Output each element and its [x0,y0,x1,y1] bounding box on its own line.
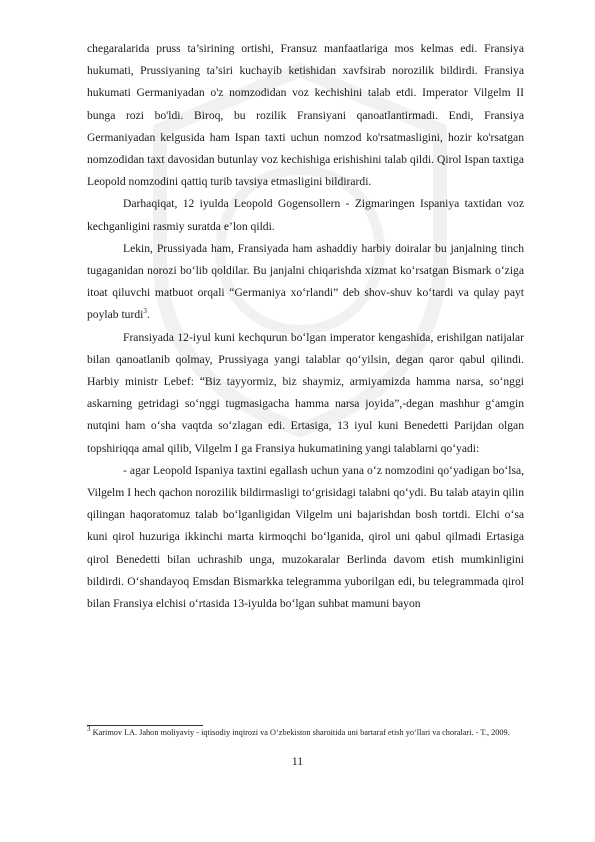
paragraph-3-end: . [146,308,150,322]
footnote [87,727,524,738]
footnote-separator [87,725,203,726]
page-number: 11 [291,755,304,768]
footnote-text: Karimov I.A. Jahon moliyaviy - iqtisodiy inqirozi va O‘zbekiston sharoitida uni bartaraf etish yo‘llari va choralari. - T., 2009. [90,728,510,737]
footnote-reference: 3 [143,307,147,316]
paragraph-3-text: Lekin, Prussiyada ham, Fransiyada ham ashaddiy harbiy doiralar bu janjalning tinch tugaganidan norozi bo‘lib qoldilar. Bu janjalni chiqarishda xizmat ko‘rsatgan Bismark o‘ziga itoat qiluvchi matbuot orqali “Germaniya xo‘rlandi” deb shov-shuv ko‘tardi va qulay payt poylab turdi [87,241,524,322]
footnote-marker: 3 [87,725,91,734]
paragraph-5: - agar Leopold Ispaniya taxtini egallash uchun yana o‘z nomzodini qo‘yadigan bo‘lsa, Vilgelm I hech qachon norozilik bildirmasligi to‘grisidagi talabni qo‘ydi. Bu talab atayin qilin qilingan haqoratomuz talab bo‘lganligidan Vilgelm uni bajarishdan bosh tortdi. Elchi o‘sa kuni qirol huzuriga ikkinchi marta kirmoqchi bo‘lganida, qirol uni qabul qilmadi Ertasiga qirol Benedetti bilan uchrashib unga, muzokaralar Berlinda davom etish mumkinligini bildirdi. O‘shandayoq Emsdan Bismarkka telegramma yuborilgan edi, bu telegrammada qirol bilan Fransiya elchisi o‘rtasida 13-iyulda bo‘lgan suhbat mamuni bayon [87,463,524,611]
paragraph-2: Darhaqiqat, 12 iyulda Leopold Gogensollern - Zigmaringen Ispaniya taxtidan voz kechganligini rasmiy suratda e’lon qildi. [87,197,524,233]
page-body [87,38,524,615]
paragraph-4: Fransiyada 12-iyul kuni kechqurun bo‘lgan imperator kengashida, erishilgan natijalar bilan qanoatlanib qolmay, Prussiyaga yangi talablar qo‘yilsin, degan qaror qabul qilindi. Harbiy ministr Lebef: “Biz tayyormiz, biz shaymiz, armiyamizda hamma narsa, so‘nggi askarning getridagi so‘nggi tugmasigacha hamma narsa joyida”,-degan mashhur g‘amgin nutqini ham o‘sha vaqtda so‘zlagan edi. Ertasiga, 13 iyul kuni Benedetti Parijdan olgan topshiriqqa amal qilib, Vilgelm I ga Fransiya hukumatining yangi talablarni qo‘yadi: [87,330,524,455]
paragraph-3 [87,238,524,327]
paragraph-1: chegaralarida pruss ta’sirining ortishi, Fransuz manfaatlariga mos kelmas edi. Fransiya hukumati, Prussiyaning ta’siri kuchayib ketishidan xavfsirab norozilik bildirdi. Fransiya hukumati Germaniyadan o'z nomzodidan voz kechishini talab etdi. Imperator Vilgelm II bunga rozi bo'ldi. Biroq, bu rozilik Fransiyani qanoatlantirmadi. Endi, Fransiya Germaniyadan kelgusida ham Ispan taxti uchun nomzod ko'rsatmasligini, hozir ko'rsatgan nomzodidan taxt davosidan butunlay voz kechishiga erishishini talab qildi. Qirol Ispan taxtiga Leopold nomzodini qattiq turib tavsiya etmasligini bildirardi. [87,42,524,189]
